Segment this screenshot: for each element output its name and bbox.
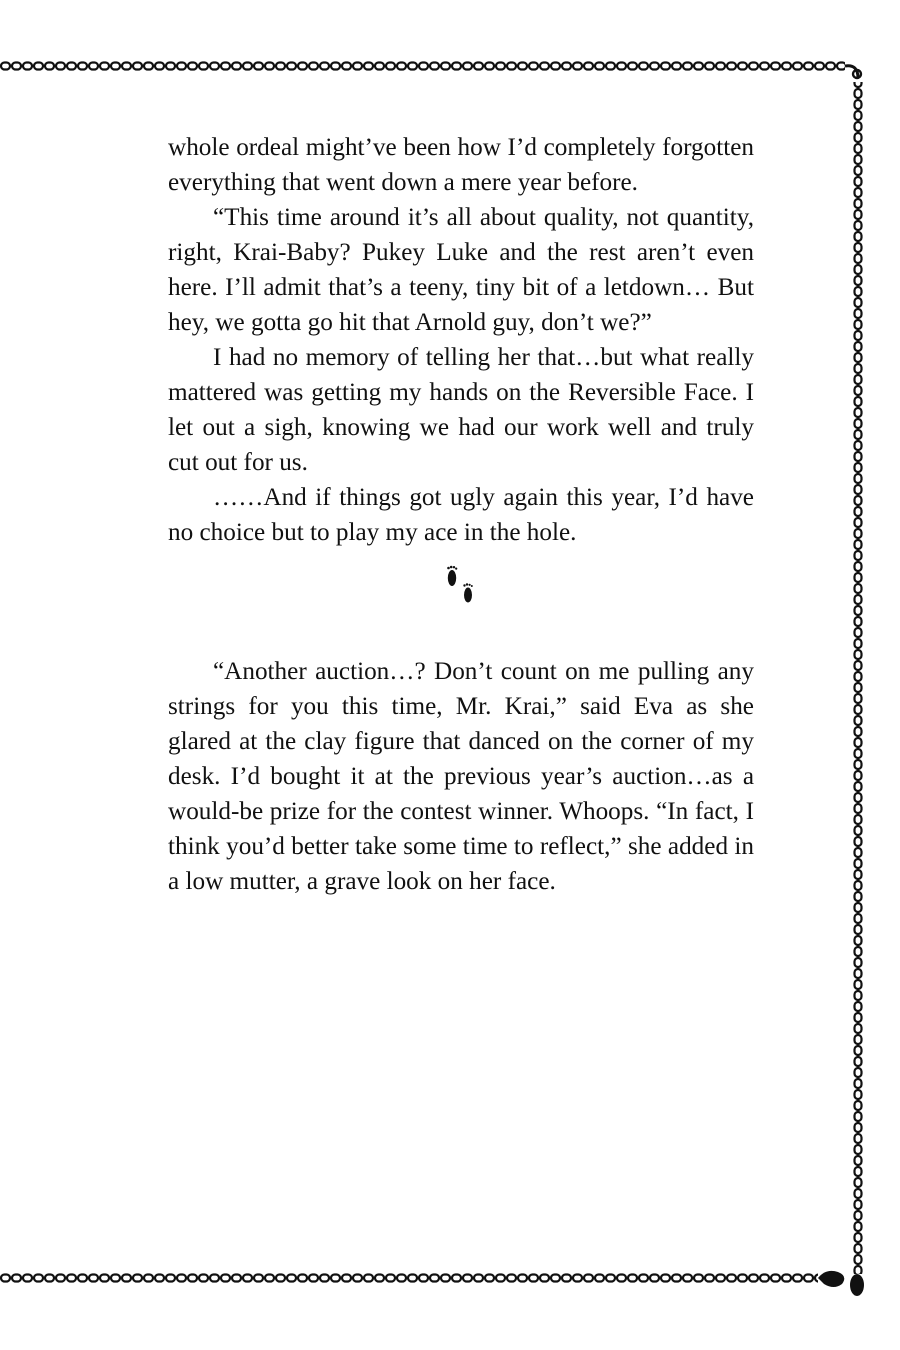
section-break	[168, 550, 754, 654]
paragraph-3: I had no memory of telling her that…but what really mattered was getting my hands on the Reversible Face. I let out a sigh, knowing we had our work well and truly cut out for us.	[168, 344, 754, 476]
chain-end	[818, 1271, 844, 1287]
body-text	[168, 130, 754, 899]
right-chain	[851, 82, 863, 1274]
paragraph-2: “This time around it’s all about quality, not quantity, right, Krai-Baby? Pukey Luke and the rest aren’t even here. I’ll admit that’s a teeny, tiny bit of a letdown… But hey, we gotta go hit that Arnold guy, don’t we?”	[168, 204, 754, 336]
paragraph-5: “Another auction…? Don’t count on me pulling any strings for you this time, Mr. Krai,” said Eva as she glared at the clay figure that danced on the corner of my desk. I’d bought it at the previous year’s auction…as a would-be prize for the contest winner. Whoops. “In fact, I think you’d better take some time to reflect,” she added in a low mutter, a grave look on her face.	[168, 658, 754, 895]
bottom-chain	[0, 1272, 818, 1284]
chain-weight	[850, 1274, 864, 1296]
paragraph-1: whole ordeal might’ve been how I’d completely forgotten everything that went down a mere year before.	[168, 134, 754, 196]
corner-hook	[845, 66, 858, 78]
footprints-icon	[444, 564, 478, 608]
top-chain	[0, 60, 845, 72]
paragraph-4: ……And if things got ugly again this year, I’d have no choice but to play my ace in the hole.	[168, 484, 754, 546]
